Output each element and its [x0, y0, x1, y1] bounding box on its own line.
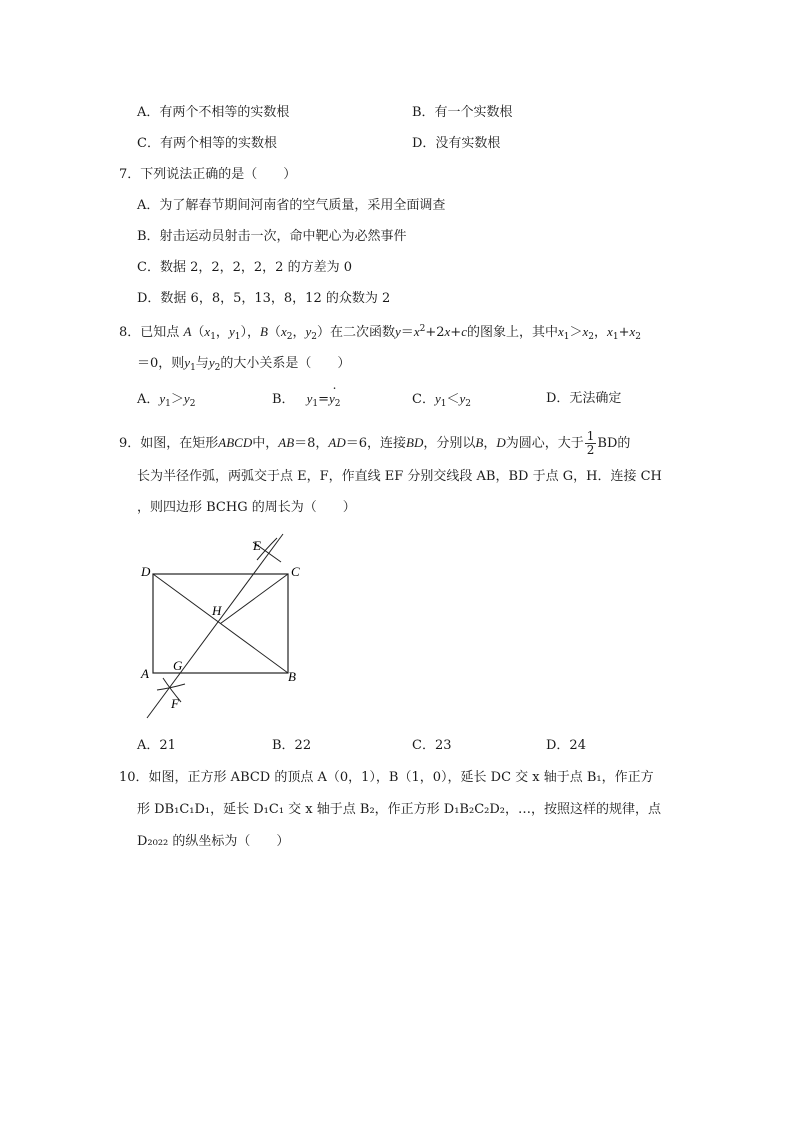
q9-stem-line1: 9．如图，在矩形ABCD中，AB＝8，AD＝6，连接BD，分别以B，D为圆心，大于 $\frac{1}{2}$ BD的	[119, 429, 631, 457]
point-b: B	[259, 324, 268, 339]
q8-stem-line1: 8．已知点 $A(x_1$，$y_1$），$B(x_2$，$y_2$）在二次函数$y=x^2+2x+c$的图象上，其中$x_1>x_2$，$x_1+x_2$	[119, 324, 641, 342]
q8-text-4: ，	[594, 325, 608, 340]
q6-option-b: B．有一个实数根	[412, 105, 513, 120]
label-a: A	[141, 666, 149, 681]
point-a: A	[183, 324, 192, 339]
q10-stem-line1: 10．如图，正方形 ABCD 的顶点 A（0，1），B（1，0），延长 DC 交 x 轴于点 B₁，作正方	[119, 770, 654, 785]
q8-text-5: ＝0，则	[137, 356, 185, 371]
q6-option-d: D．没有实数根	[412, 136, 501, 151]
q8-text-6: 与	[195, 356, 209, 371]
fraction-one-half: $\frac{1}{2}$	[586, 429, 595, 457]
label-d: D	[141, 564, 151, 579]
q9-rectangle-figure	[135, 532, 305, 727]
q9-option-c: C．23	[412, 738, 452, 753]
segment-ch	[221, 574, 289, 624]
label-h: H	[212, 603, 222, 618]
q8-option-d: D．无法确定	[546, 391, 622, 406]
q8-text-7: 的大小关系是（ ）	[220, 356, 351, 371]
quadratic-function: y	[395, 324, 401, 339]
label-b: B	[288, 669, 296, 684]
q7-option-a: A．为了解春节期间河南省的空气质量，采用全面调查	[137, 198, 446, 213]
q7-option-d: D．数据 6，8，5，13，8，12 的众数为 2	[137, 291, 391, 306]
q6-option-c: C．有两个相等的实数根	[137, 136, 277, 151]
q8-number: 8．	[119, 325, 141, 340]
label-f: F	[171, 696, 179, 711]
q10-stem-line3: D₂₀₂₂ 的纵坐标为（ ）	[137, 834, 290, 849]
q7-option-b: B．射击运动员射击一次，命中靶心为必然事件	[137, 229, 407, 244]
q8-text-1: 已知点	[140, 325, 180, 340]
q7-option-c: C．数据 2，2，2，2，2 的方差为 0	[137, 260, 352, 275]
q9-option-b: B．22	[272, 738, 312, 753]
q8-text-3: 的图象上，其中	[466, 325, 558, 340]
q10-stem-line2: 形 DB₁C₁D₁，延长 D₁C₁ 交 x 轴于点 B₂，作正方形 D₁B₂C₂D₂，…，按照这样的规律，点	[137, 802, 661, 817]
q8-text-2: 在二次函数	[330, 325, 396, 340]
q7-stem: 7．下列说法正确的是（ ）	[119, 167, 297, 182]
q9-option-d: D．24	[546, 738, 586, 753]
q8-option-a: A．$y_1>y_2$	[137, 391, 196, 409]
q8-option-b: B． . $y_1=y_2$	[272, 378, 341, 409]
label-g: G	[173, 658, 183, 673]
q8-stem-line2: ＝0，则$y_1$与$y_2$的大小关系是（ ）	[137, 355, 351, 373]
q6-option-a: A．有两个不相等的实数根	[137, 105, 290, 120]
q9-stem-line2: 长为半径作弧，两弧交于点 E，F，作直线 EF 分别交线段 AB，BD 于点 G，H．连接 CH	[137, 469, 662, 484]
q9-stem-line3: ，则四边形 BCHG 的周长为（ ）	[137, 500, 356, 515]
label-c: C	[291, 564, 300, 579]
q8-option-c: C．$y_1<y_2$	[412, 391, 471, 409]
line-ef	[147, 534, 283, 718]
label-e: E	[253, 538, 261, 553]
q9-option-a: A．21	[137, 738, 176, 753]
